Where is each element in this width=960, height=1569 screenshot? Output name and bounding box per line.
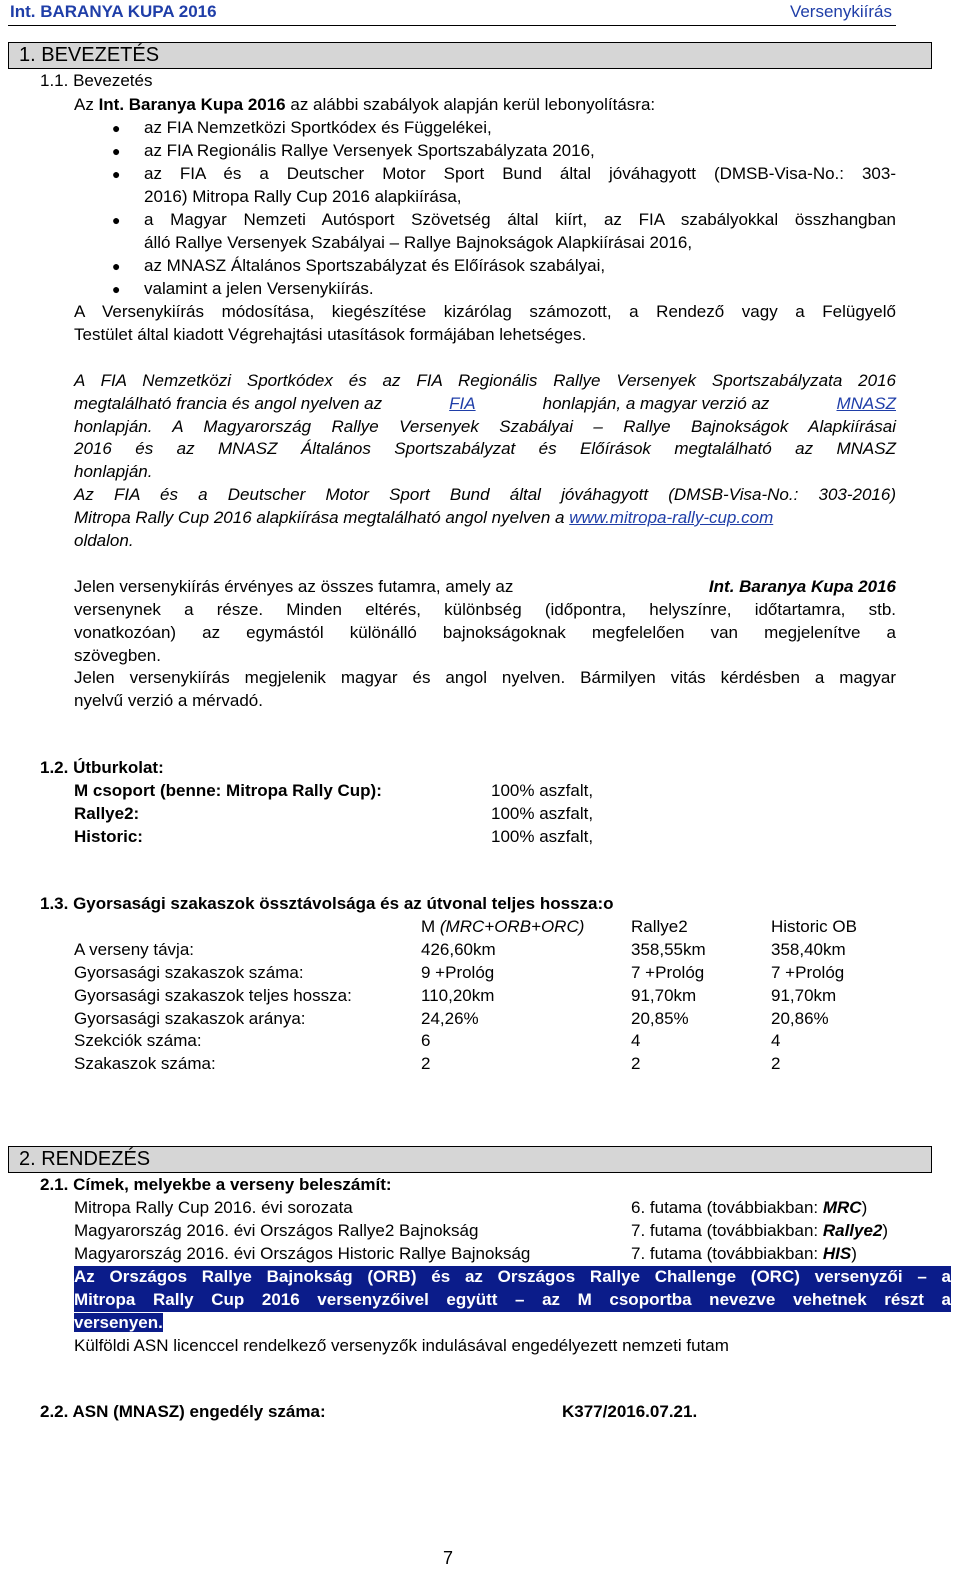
surface-label: Historic:	[74, 827, 143, 846]
intro-paragraph: Az Int. Baranya Kupa 2016 az alábbi szabályok alapján kerül lebonyolításra:	[74, 95, 656, 114]
surface-value: 100% aszfalt,	[491, 804, 594, 823]
list-item: a Magyar Nemzeti Autósport Szövetség által kiírt, az FIA szabályokkal összhangban	[144, 210, 896, 229]
mitropa-website-link[interactable]: www.mitropa-rally-cup.com	[569, 508, 774, 527]
table-cell: 9 +Prológ	[421, 963, 495, 982]
highlighted-line: Az Országos Rallye Bajnokság (ORB) és az Országos Rallye Challenge (ORC) versenyzői – a	[74, 1266, 951, 1289]
bullet-icon: ●	[112, 166, 121, 182]
subsection-1-3-title: 1.3. Gyorsasági szakaszok össztávolsága és az útvonal teljes hossza:o	[40, 894, 614, 913]
championship-round: 7. futama (továbbiakban: HIS)	[631, 1244, 857, 1263]
language-line: Jelen versenykiírás megjelenik magyar és angol nyelven. Bármilyen vitás kérdésben a magyar	[74, 668, 896, 687]
list-item: valamint a jelen Versenykiírás.	[144, 279, 374, 298]
table-cell: 7 +Prológ	[631, 963, 705, 982]
bullet-icon: ●	[112, 143, 121, 159]
validity-line: versenynek a része. Minden eltérés, különbség (időpontra, helyszínre, időtartamra, stb.	[74, 600, 896, 619]
distance-header-historic: Historic OB	[771, 917, 857, 936]
foreign-licence-line: Külföldi ASN licenccel rendelkező versenyzők indulásával engedélyezett nemzeti futam	[74, 1336, 729, 1355]
intro-event-name: Int. Baranya Kupa 2016	[98, 95, 286, 114]
table-cell: 20,85%	[631, 1009, 689, 1028]
mnasz-link[interactable]: MNASZ	[836, 394, 896, 413]
bullet-icon: ●	[112, 120, 121, 136]
table-cell-label: Szekciók száma:	[74, 1031, 202, 1050]
list-item-continued: 2016) Mitropa Rally Cup 2016 alapkiírása,	[144, 187, 462, 206]
championship-name: Mitropa Rally Cup 2016. évi sorozata	[74, 1198, 353, 1217]
page-header	[0, 0, 900, 24]
distance-header-m: M (MRC+ORB+ORC)	[421, 917, 585, 936]
bullet-icon: ●	[112, 281, 121, 297]
championship-name: Magyarország 2016. évi Országos Historic Rallye Bajnokság	[74, 1244, 531, 1263]
validity-line: vonatkozóan) az egymástól különálló bajnokságoknak megfelelően van megjelenítve a	[74, 623, 896, 642]
table-cell: 2	[771, 1054, 781, 1073]
championship-round: 7. futama (továbbiakban: Rallye2)	[631, 1221, 889, 1240]
table-cell-label: Gyorsasági szakaszok teljes hossza:	[74, 986, 352, 1005]
page-number: 7	[443, 1548, 454, 1568]
table-cell: 24,26%	[421, 1009, 479, 1028]
rules-availability-line: A FIA Nemzetközi Sportkódex és az FIA Regionális Rallye Versenyek Sportszabályzata 2016	[74, 371, 896, 390]
table-cell: 7 +Prológ	[771, 963, 845, 982]
table-cell: 91,70km	[631, 986, 697, 1005]
fia-link[interactable]: FIA	[449, 394, 476, 413]
mitropa-rules-line: Az FIA és a Deutscher Motor Sport Bund által jóváhagyott (DMSB-Visa-No.: 303-2016)	[74, 485, 896, 504]
subsection-1-1-title: 1.1. Bevezetés	[40, 71, 153, 90]
table-cell-label: Gyorsasági szakaszok aránya:	[74, 1009, 306, 1028]
header-doc-type: Versenykiírás	[789, 2, 892, 21]
rules-availability-line: honlapján.	[74, 462, 153, 481]
table-cell: 358,40km	[771, 940, 846, 959]
header-divider	[8, 25, 896, 26]
table-cell: 426,60km	[421, 940, 496, 959]
validity-line: Jelen versenykiírás érvényes az összes futamra, amely az Int. Baranya Kupa 2016	[74, 576, 896, 599]
rules-availability-line: 2016 és az MNASZ Általános Sportszabályzat és Előírások megtalálható az MNASZ	[74, 439, 896, 458]
surface-label: M csoport (benne: Mitropa Rally Cup):	[74, 781, 382, 800]
mitropa-rules-line: oldalon.	[74, 531, 134, 550]
list-item-continued: álló Rallye Versenyek Szabályai – Rallye Bajnokságok Alapkiírásai 2016,	[144, 233, 693, 252]
table-cell: 6	[421, 1031, 431, 1050]
table-cell: 20,86%	[771, 1009, 829, 1028]
rules-availability-line: honlapján. A Magyarország Rallye Versenyek Szabályai – Rallye Bajnokságok Alapkiírásai	[74, 417, 896, 436]
list-item: az MNASZ Általános Sportszabályzat és Előírások szabályai,	[144, 256, 606, 275]
subsection-2-1-title: 2.1. Címek, melyekbe a verseny beleszámít:	[40, 1175, 392, 1194]
permit-number: K377/2016.07.21.	[562, 1402, 698, 1421]
distance-header-rallye2: Rallye2	[631, 917, 688, 936]
highlighted-line: versenyen.	[74, 1313, 163, 1332]
table-cell: 4	[771, 1031, 781, 1050]
bullet-icon: ●	[112, 212, 121, 228]
list-item: az FIA és a Deutscher Motor Sport Bund által jóváhagyott (DMSB-Visa-No.: 303-	[144, 164, 896, 183]
table-cell-label: A verseny távja:	[74, 940, 195, 959]
list-item: az FIA Regionális Rallye Versenyek Sportszabályzata 2016,	[144, 141, 595, 160]
surface-label: Rallye2:	[74, 804, 140, 823]
modification-text-line: A Versenykiírás módosítása, kiegészítése kizárólag számozott, a Rendező vagy a Felügyelő	[74, 302, 896, 321]
section-2-heading: 2. RENDEZÉS	[8, 1146, 932, 1173]
subsection-1-2-title: 1.2. Útburkolat:	[40, 758, 164, 777]
table-cell-label: Gyorsasági szakaszok száma:	[74, 963, 304, 982]
rules-availability-line: megtalálható francia és angol nyelven az FIA honlapján, a magyar verzió az MNASZ	[74, 393, 896, 416]
language-line: nyelvű verzió a mérvadó.	[74, 691, 263, 710]
modification-text-line: Testület által kiadott Végrehajtási utasítások formájában lehetséges.	[74, 325, 587, 344]
subsection-2-2-title: 2.2. ASN (MNASZ) engedély száma:	[40, 1402, 326, 1421]
validity-line: szövegben.	[74, 646, 161, 665]
championship-round: 6. futama (továbbiakban: MRC)	[631, 1198, 868, 1217]
section-1-heading: 1. BEVEZETÉS	[8, 42, 932, 69]
table-cell: 2	[631, 1054, 641, 1073]
header-title: Int. BARANYA KUPA 2016	[10, 2, 217, 21]
table-cell-label: Szakaszok száma:	[74, 1054, 216, 1073]
table-cell: 91,70km	[771, 986, 837, 1005]
table-cell: 4	[631, 1031, 641, 1050]
list-item: az FIA Nemzetközi Sportkódex és Függelékei,	[144, 118, 492, 137]
mitropa-rules-line: Mitropa Rally Cup 2016 alapkiírása megtalálható angol nyelven a www.mitropa-rally-cup.com	[74, 508, 774, 527]
table-cell: 358,55km	[631, 940, 706, 959]
surface-value: 100% aszfalt,	[491, 827, 594, 846]
championship-name: Magyarország 2016. évi Országos Rallye2 Bajnokság	[74, 1221, 479, 1240]
bullet-icon: ●	[112, 258, 121, 274]
table-cell: 2	[421, 1054, 431, 1073]
surface-value: 100% aszfalt,	[491, 781, 594, 800]
highlighted-line: Mitropa Rally Cup 2016 versenyzőivel együtt – az M csoportba nevezve vehetnek részt a	[74, 1289, 951, 1312]
table-cell: 110,20km	[421, 986, 495, 1005]
validity-event-name: Int. Baranya Kupa 2016	[708, 577, 896, 596]
